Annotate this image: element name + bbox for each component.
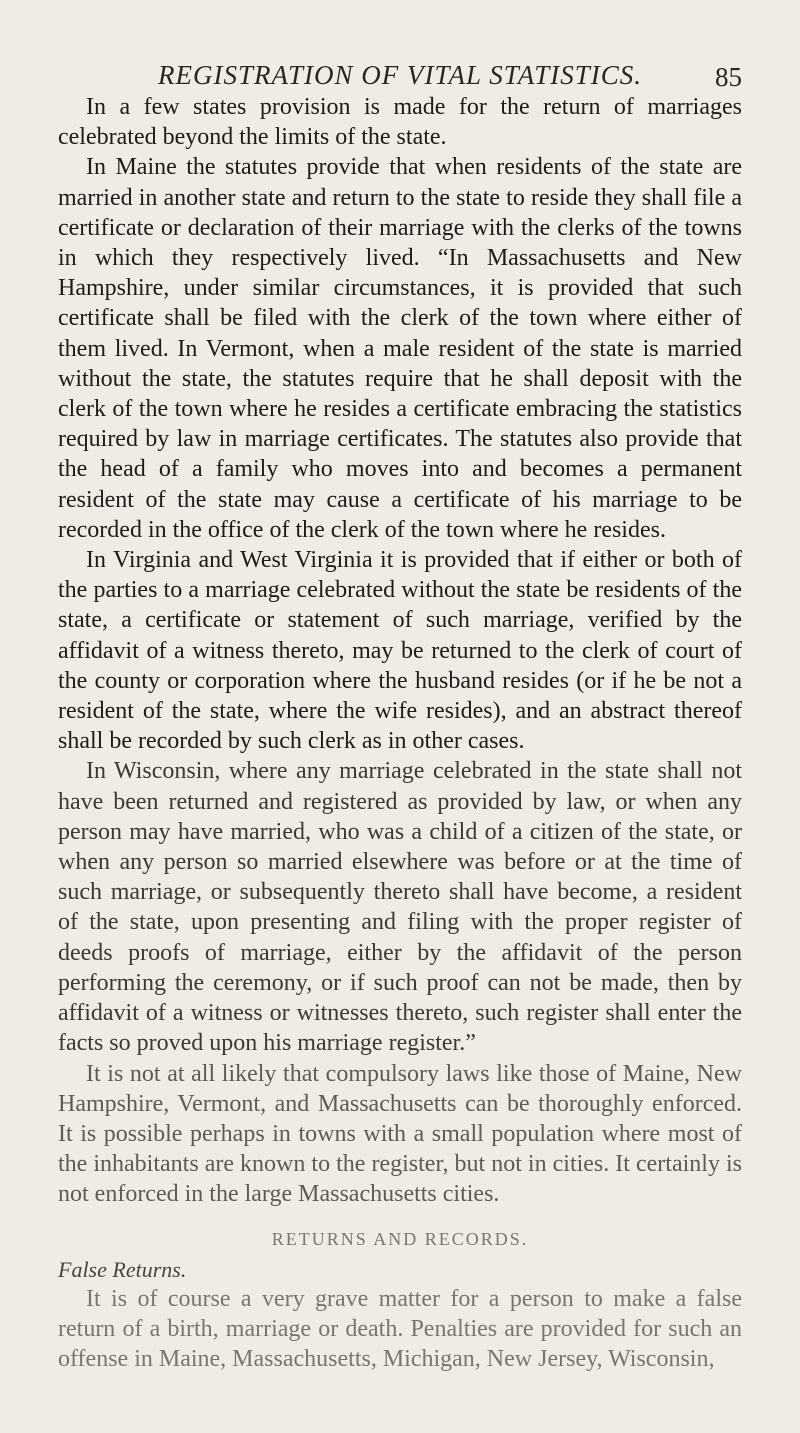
paragraph-virginia: In Virginia and West Virginia it is provided that if either or both of the parties to a marriage celebrated without the state be residents of the state, a certificate or statement of such marriage, verified by the affidavit of a witness thereto, may be returned to the clerk of court of the county or corporation where the husband resides (or if he be not a resident of the state, where the wife resides), and an abstract thereof shall be recorded by such clerk as in other cases.: [58, 547, 742, 755]
paragraph-compulsory-laws: It is not at all likely that compulsory laws like those of Maine, New Hampshire, Vermont, and Massachusetts can be thoroughly enforced. It is possible perhaps in towns with a small population where most of the inhabitants are known to the register, but not in cities. It certainly is not enforced in the large Massachusetts cities.: [58, 1060, 742, 1208]
running-title: REGISTRATION OF VITAL STATISTICS.: [157, 60, 643, 90]
paragraph-maine-statutes: In Maine the statutes provide that when residents of the state are married in another state and return to the state to reside they shall file a certificate or declaration of their marriage with the clerks of the towns in which they respectively lived. “In Massachusetts and New Hampshire, under similar circumstances, it is provided that such certificate shall be filed with the clerk of the town where either of them lived. In Vermont, when a male resident of the state is married without the state, the statutes require that he shall deposit with the clerk of the town where he resides a certificate embracing the statistics required by law in marriage certificates. The statutes also provide that the head of a family who moves into and becomes a permanent resident of the state may cause a certificate of his marriage to be recorded in the office of the clerk of the town where he resides.: [58, 154, 742, 543]
section-subheading: False Returns.: [58, 1256, 187, 1282]
paragraph-marriages-beyond-state: In a few states provision is made for the return of marriages celebrated beyond the limits of the state.: [58, 94, 742, 151]
paragraph-wisconsin: In Wisconsin, where any marriage celebrated in the state shall not have been returned and registered as provided by law, or when any person may have married, who was a child of a citizen of the state, or when any person so married elsewhere was before or at the time of such marriage, or subsequently thereto shall have become, a resident of the state, upon presenting and filing with the proper register of deeds proofs of marriage, either by the affidavit of the person performing the ceremony, or if such proof can not be made, then by affidavit of a witness or witnesses thereto, such register shall enter the facts so proved upon his marriage register.”: [58, 758, 742, 1057]
page-number: 85: [715, 62, 742, 92]
section-heading: RETURNS AND RECORDS.: [271, 1228, 529, 1249]
paragraph-false-returns: It is of course a very grave matter for a person to make a false return of a birth, marriage or death. Penalties are provided for such an offense in Maine, Massachusetts, Michigan, New Jersey, Wisconsin,: [58, 1285, 742, 1373]
running-header: [58, 40, 742, 92]
body-text: [58, 92, 742, 1374]
